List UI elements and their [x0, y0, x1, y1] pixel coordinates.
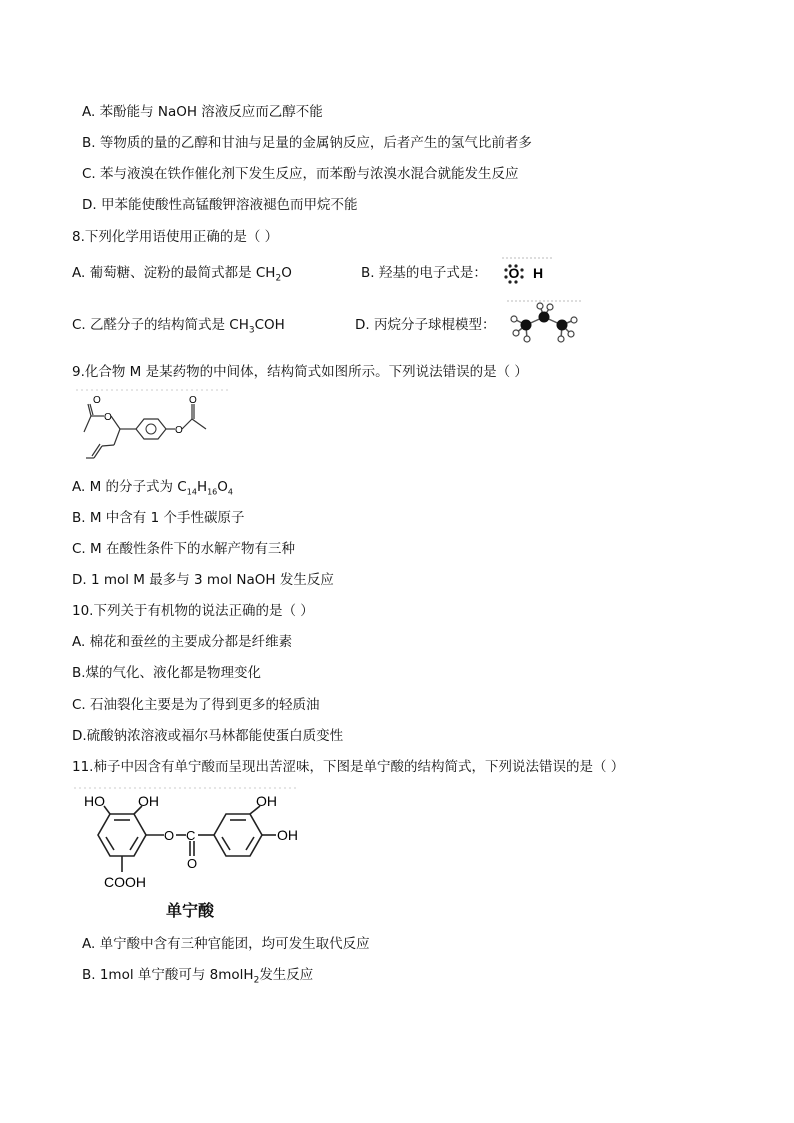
hydrogen-label: H	[532, 265, 544, 281]
q9-option-c: C. M 在酸性条件下的水解产物有三种	[72, 541, 295, 557]
q7-option-c: C. 苯与液溴在铁作催化剂下发生反应，而苯酚与浓溴水混合就能发生反应	[82, 166, 519, 182]
label-ho: HO	[84, 793, 105, 809]
q10-option-a: A. 棉花和蚕丝的主要成分都是纤维素	[72, 634, 293, 650]
label-ester-o: O	[164, 828, 175, 843]
q10-stem: 10.下列关于有机物的说法正确的是（ ）	[72, 603, 314, 619]
tannic-acid-structure	[70, 784, 340, 896]
q8-option-a: A. 葡萄糖、淀粉的最简式都是 $CH_2O$	[72, 265, 292, 284]
svg-text:O: O	[189, 395, 197, 406]
q8-option-c: C. 乙醛分子的结构简式是 $CH_3COH$	[72, 317, 285, 336]
q8-option-d: D. 丙烷分子球棍模型：	[355, 317, 496, 333]
q7-option-a: A. 苯酚能与 NaOH 溶液反应而乙醇不能	[82, 104, 323, 120]
svg-text:O: O	[93, 395, 101, 406]
tannic-acid-caption: 单宁酸	[166, 901, 215, 920]
svg-text:O: O	[175, 425, 183, 436]
label-oh-2: OH	[256, 793, 277, 809]
label-oh-1: OH	[138, 793, 159, 809]
q9-option-a: A. M 的分子式为 $C_{14}H_{16}O_4$	[72, 479, 234, 497]
label-oh-3: OH	[277, 827, 298, 843]
q11-stem: 11.柿子中因含有单宁酸而呈现出苦涩味，下图是单宁酸的结构简式，下列说法错误的是（ ）	[72, 759, 625, 775]
q11-option-a: A. 单宁酸中含有三种官能团，均可发生取代反应	[82, 936, 370, 952]
q7-option-d: D. 甲苯能使酸性高锰酸钾溶液褪色而甲烷不能	[82, 197, 358, 213]
compound-m-structure	[74, 388, 234, 470]
q8-option-b: B. 羟基的电子式是：	[361, 265, 487, 281]
q7-option-b: B. 等物质的量的乙醇和甘油与足量的金属钠反应，后者产生的氢气比前者多	[82, 135, 532, 151]
q10-option-b: B.煤的气化、液化都是物理变化	[72, 665, 262, 681]
hydroxyl-electron-dot-figure	[500, 256, 556, 288]
q9-option-b: B. M 中含有 1 个手性碳原子	[72, 510, 245, 526]
label-carbonyl-o: O	[187, 856, 198, 871]
q9-option-d: D. 1 mol M 最多与 3 mol NaOH 发生反应	[72, 572, 334, 588]
label-carbonyl-c: C	[186, 828, 196, 843]
oxygen-label: O	[508, 265, 520, 281]
propane-ball-stick-model	[505, 298, 585, 346]
q8-stem: 8.下列化学用语使用正确的是（ ）	[72, 229, 279, 245]
svg-text:O: O	[104, 412, 112, 423]
q11-option-b: B. 1mol 单宁酸可与 8molH$_2$发生反应	[82, 967, 314, 986]
q10-option-d: D.硫酸钠浓溶液或福尔马林都能使蛋白质变性	[72, 728, 344, 744]
label-cooh: COOH	[104, 874, 146, 890]
q9-stem: 9.化合物 M 是某药物的中间体，结构简式如图所示。下列说法错误的是（ ）	[72, 364, 528, 380]
q10-option-c: C. 石油裂化主要是为了得到更多的轻质油	[72, 697, 320, 713]
